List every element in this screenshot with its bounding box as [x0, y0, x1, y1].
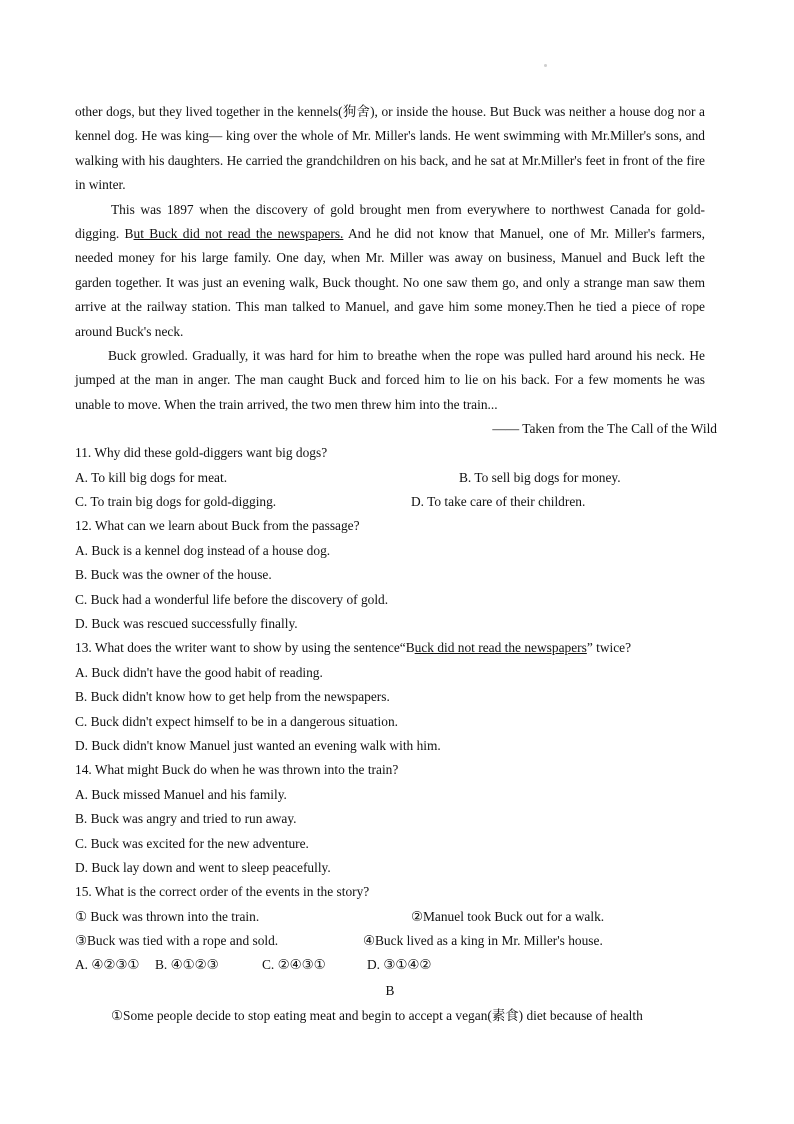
q15-event-3: ③Buck was tied with a rope and sold. [75, 933, 279, 949]
q15-option-d: D. ③①④② [367, 957, 432, 973]
q13-option-b: B. Buck didn't know how to get help from the newspapers. [75, 689, 390, 705]
question-15-stem: 15. What is the correct order of the events in the story? [75, 884, 370, 900]
question-11-stem: 11. Why did these gold-diggers want big dogs? [75, 445, 328, 461]
passage-b-paragraph-1: ①Some people decide to stop eating meat and begin to accept a vegan(素食) diet because of health [111, 1007, 643, 1023]
q13-option-d: D. Buck didn't know Manuel just wanted an evening walk with him. [75, 737, 441, 753]
passage-paragraph-1: other dogs, but they lived together in the kennels(狗舍), or inside the house. But Buck was neither a house dog nor a kennel dog. He was king— king over the whole of Mr. Miller's lands. He went swimming with Mr.Miller's sons, and walking with his daughters. He carried the grandchildren on his back, and he sat at Mr.Miller's feet in front of the fire in winter. [75, 104, 705, 193]
q13-option-c: C. Buck didn't expect himself to be in a dangerous situation. [75, 713, 398, 729]
q13-underlined-quote: uck did not read the newspapers [414, 640, 587, 656]
q13-stem-start: 13. What does the writer want to show by using the sentence“B [75, 640, 415, 656]
q14-option-a: A. Buck missed Manuel and his family. [75, 786, 287, 802]
question-11-options-row-1 [75, 466, 705, 490]
q13-stem-end: ” twice? [586, 640, 632, 656]
question-12-stem: 12. What can we learn about Buck from the passage? [75, 518, 360, 534]
passage-paragraph-3: Buck growled. Gradually, it was hard for him to breathe when the rope was pulled hard around his neck. He jumped at the man in anger. The man caught Buck and forced him to lie on his back. For a few moments he was unable to move. When the train arrived, the two men threw him into the train... [75, 348, 705, 412]
q15-event-1: ① Buck was thrown into the train. [75, 908, 260, 924]
question-15-options [75, 953, 705, 977]
q15-option-b: B. ④①②③ [155, 957, 219, 973]
q11-option-c: C. To train big dogs for gold-digging. [75, 494, 277, 510]
source-attribution: —— Taken from the The Call of the Wild [492, 421, 717, 437]
question-11-options-row-2 [75, 490, 705, 514]
q12-option-a: A. Buck is a kennel dog instead of a house dog. [75, 542, 331, 558]
q15-option-c: C. ②④③① [262, 957, 326, 973]
q14-option-c: C. Buck was excited for the new adventure. [75, 835, 309, 851]
q11-option-d: D. To take care of their children. [411, 494, 586, 510]
q11-option-a: A. To kill big dogs for meat. [75, 469, 228, 485]
exam-page [75, 100, 717, 1028]
q14-option-d: D. Buck lay down and went to sleep peacefully. [75, 859, 331, 875]
underlined-sentence: ut Buck did not read the newspapers. [133, 226, 344, 242]
section-b-heading: B [385, 982, 395, 998]
passage-p2-rest: And he did not know that Manuel, one of Mr. Miller's farmers, needed money for his large family. One day, when Mr. Miller was away on business, Manuel and Buck left the garden together. It was just an evening walk, Buck thought. No one saw them go, and only a strange man saw them arrive at the railway station. This man talked to Manuel, and gave him some money.Then he tied a piece of rope around Buck's neck. [75, 226, 705, 339]
passage-p2-start: This was 1897 when the discovery of gold brought men from everywhere to northwest Canada for gold-digging. B [75, 201, 705, 242]
q12-option-b: B. Buck was the owner of the house. [75, 567, 272, 583]
question-13-stem [75, 636, 705, 660]
q15-event-4: ④Buck lived as a king in Mr. Miller's house. [363, 933, 603, 949]
passage-a [75, 100, 705, 417]
q12-option-c: C. Buck had a wonderful life before the discovery of gold. [75, 591, 389, 607]
question-15-events-row-2 [75, 929, 705, 953]
q14-option-b: B. Buck was angry and tried to run away. [75, 811, 297, 827]
q15-option-a: A. ④②③① [75, 957, 140, 973]
q11-option-b: B. To sell big dogs for money. [459, 469, 621, 485]
q15-event-2: ②Manuel took Buck out for a walk. [411, 908, 605, 924]
passage-b [75, 1004, 705, 1028]
passage-paragraph-2 [75, 198, 705, 344]
question-15-events-row-1 [75, 905, 705, 929]
q13-option-a: A. Buck didn't have the good habit of reading. [75, 664, 323, 680]
scan-speck [544, 64, 547, 67]
q12-option-d: D. Buck was rescued successfully finally. [75, 616, 298, 632]
question-14-stem: 14. What might Buck do when he was thrown into the train? [75, 762, 399, 778]
